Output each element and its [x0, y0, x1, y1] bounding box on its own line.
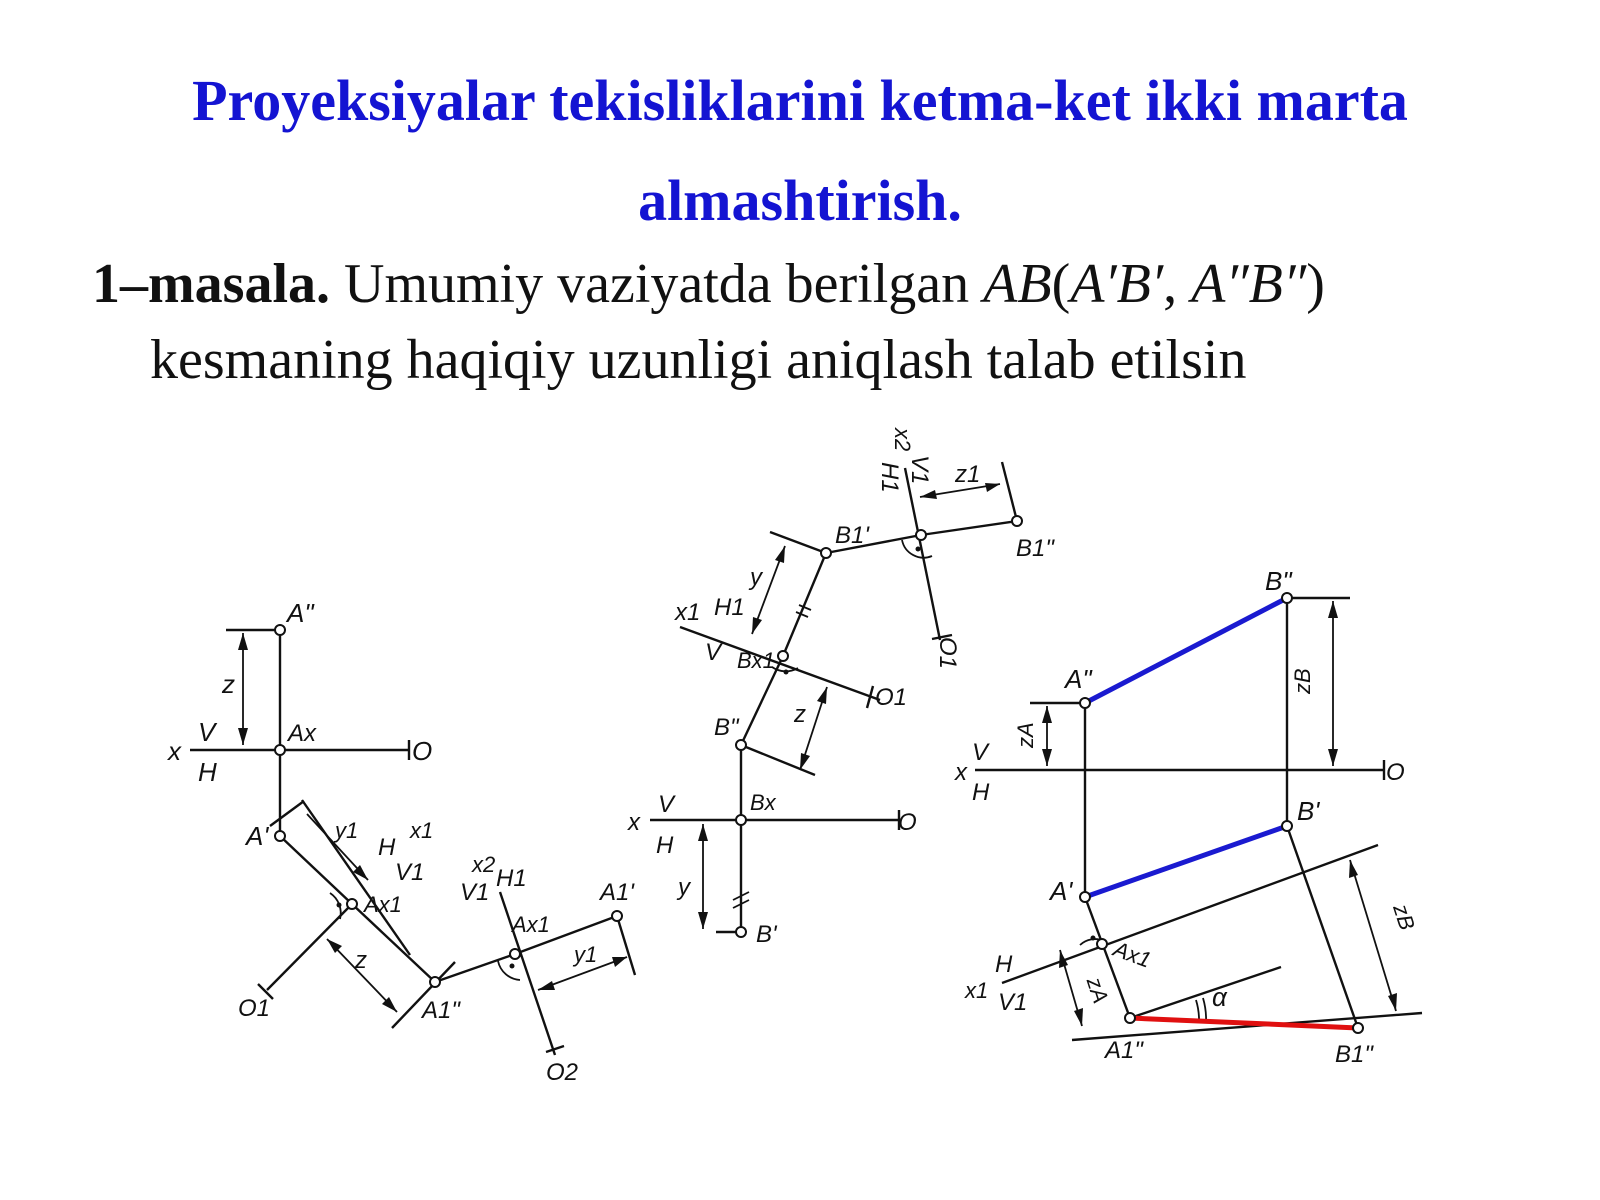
- label-za-b: zA: [1081, 974, 1114, 1007]
- label-a1: A': [1050, 876, 1073, 906]
- label-h: H: [198, 757, 217, 787]
- label-x: x: [628, 809, 640, 836]
- frontal-projection: A″B″: [1191, 253, 1307, 315]
- label-b1p: B1': [835, 522, 869, 549]
- task-label: 1–masala.: [92, 253, 330, 315]
- label-x2: x2: [890, 428, 915, 452]
- label-a2: A": [1065, 664, 1092, 694]
- label-h-b: H: [995, 951, 1013, 978]
- label-v: V: [972, 739, 989, 766]
- label-a2: A": [287, 598, 314, 628]
- label-v-b: V: [658, 791, 675, 818]
- label-b1: B': [1297, 796, 1320, 826]
- label-v: V: [198, 717, 216, 747]
- label-ax1-b: Ax1: [512, 912, 550, 937]
- label-b1pp: B1": [1335, 1041, 1373, 1068]
- figure-2: [627, 427, 1055, 948]
- label-o1: O1: [238, 995, 271, 1022]
- label-o2: O2: [546, 1059, 579, 1086]
- label-x1: x1: [965, 978, 989, 1003]
- label-z1: z1: [955, 461, 981, 488]
- label-a1pp: A1": [422, 997, 460, 1024]
- label-z: z: [222, 669, 235, 699]
- label-za: zA: [1013, 722, 1038, 748]
- label-x: x: [168, 736, 181, 766]
- label-b1pp: B1": [1016, 535, 1054, 562]
- label-b2: B": [714, 714, 739, 741]
- label-b1: B': [756, 921, 777, 948]
- label-h: H: [656, 832, 674, 859]
- segment-ab: AB: [983, 253, 1052, 315]
- figure-3: [954, 566, 1422, 1068]
- figure-1: [166, 598, 635, 1086]
- label-h-b: H: [378, 834, 396, 861]
- label-h1-b: H1: [714, 594, 745, 621]
- label-z-b: z: [355, 947, 367, 974]
- label-bx: Bx: [750, 790, 776, 815]
- label-h: H: [972, 779, 990, 806]
- label-v1: V1: [998, 989, 1028, 1016]
- label-zb-b: zB: [1388, 900, 1420, 934]
- slide-title-line-1: Proyeksiyalar tekisliklarini ketma-ket ikki marta: [192, 68, 1408, 133]
- horizontal-projection: A′B′: [1070, 253, 1164, 315]
- label-ax1: Ax1: [364, 892, 402, 917]
- label-h1: H1: [496, 865, 527, 892]
- label-y1: y1: [335, 818, 359, 843]
- label-x1: x1: [410, 818, 434, 843]
- label-bx1: Bx1: [737, 648, 775, 673]
- slide-title-line-2: almashtirish.: [638, 168, 962, 233]
- label-o: O: [898, 809, 917, 836]
- label-v1: V1: [906, 455, 933, 485]
- label-o1: O1: [875, 684, 908, 711]
- label-z: z: [794, 701, 806, 728]
- comma: ,: [1163, 253, 1192, 315]
- label-b2: B": [1265, 566, 1292, 596]
- label-x: x: [955, 759, 967, 786]
- label-o: O: [412, 736, 433, 766]
- label-v1-b: V1: [460, 879, 490, 906]
- label-a1p: A1': [600, 879, 634, 906]
- label-a1pp: A1": [1105, 1037, 1143, 1064]
- label-o: O: [1386, 759, 1405, 786]
- label-zb: zB: [1290, 668, 1315, 694]
- label-y1-b: y1: [574, 942, 598, 967]
- task-text: Umumiy vaziyatda berilgan: [330, 253, 984, 315]
- label-o1-b: O1: [934, 637, 961, 670]
- label-v1: V1: [395, 859, 425, 886]
- label-x2: x2: [472, 852, 496, 877]
- paren-close: ): [1306, 253, 1325, 315]
- label-h1: H1: [876, 462, 903, 493]
- label-x1: x1: [675, 599, 701, 626]
- label-ax: Ax: [288, 720, 317, 747]
- label-ax1: Ax1: [1110, 936, 1155, 973]
- label-alpha: α: [1212, 982, 1227, 1012]
- label-y: y: [750, 564, 762, 591]
- paren-open: (: [1051, 253, 1071, 315]
- label-a1: A': [246, 821, 269, 851]
- task-statement-line-2: kesmaning haqiqiy uzunligi aniqlash talab etilsin: [150, 329, 1247, 391]
- label-y-b: y: [678, 874, 690, 901]
- label-v: V: [705, 639, 722, 666]
